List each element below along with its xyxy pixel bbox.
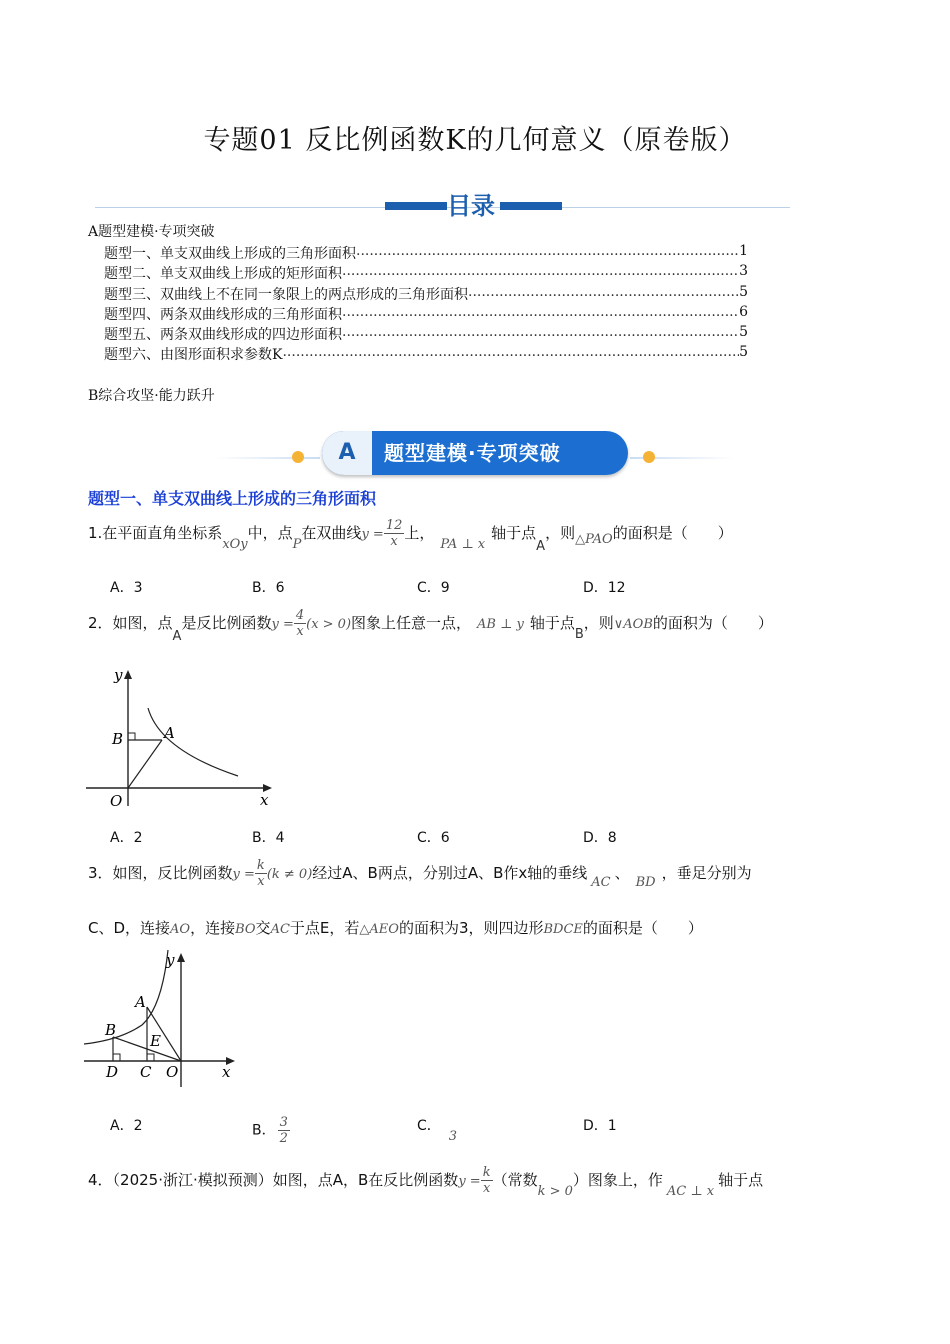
q3-text: ，连接 — [190, 919, 236, 937]
q1-math-pa-perp: PA ⊥ x — [440, 537, 486, 552]
q3-figure — [80, 945, 250, 1090]
q2-option-c[interactable]: C．6 — [417, 830, 450, 846]
toc-leader-dots — [342, 304, 739, 324]
fraction-denominator: x — [384, 533, 405, 549]
q3-math-y: y = — [232, 867, 255, 882]
q3-text: 的面积为3，则四边形 — [398, 919, 544, 937]
q3-text: 交 — [255, 919, 271, 937]
label-d: D — [106, 1063, 119, 1081]
question-3-line-2 — [88, 917, 703, 938]
q3-math-bd: BD — [635, 875, 656, 890]
q4-text: 4．（2025·浙江·模拟预测）如图，点A，B在反比例函数 — [88, 1171, 459, 1189]
toc-bar-left — [385, 202, 447, 210]
toc-item-page: 5 — [739, 344, 748, 360]
toc-bar-right — [500, 202, 562, 210]
q3-text: 于点E，若 — [289, 919, 360, 937]
toc-heading: 目录 — [447, 192, 495, 220]
question-3-line-1 — [88, 858, 752, 889]
q3-option-c[interactable] — [417, 1115, 458, 1144]
label-y: y — [114, 666, 123, 684]
q2-math-condition: (x > 0) — [306, 617, 352, 632]
q3-option-d[interactable]: D．1 — [583, 1118, 617, 1134]
label-b: B — [105, 1021, 117, 1039]
toc-item[interactable] — [104, 243, 748, 263]
toc-section-a[interactable]: A题型建模·专项突破 — [88, 224, 215, 240]
label-a: A — [135, 993, 146, 1011]
fraction-denominator: 2 — [279, 1131, 288, 1146]
option-value: 3 — [448, 1129, 458, 1144]
banner-dot-left — [292, 451, 304, 463]
q4-math-y: y = — [458, 1174, 481, 1189]
q2-text: 是反比例函数 — [181, 614, 272, 632]
fraction-numerator: 3 — [279, 1115, 288, 1130]
fraction-denominator: x — [255, 873, 267, 889]
q2-text: 图象上任意一点， — [351, 614, 472, 632]
q2-text: ，则 — [583, 614, 614, 632]
q1-math-triangle: △PAO — [575, 532, 613, 547]
banner-text: 题型建模·专项突破 — [384, 441, 561, 465]
label-x: x — [222, 1063, 231, 1081]
banner-letter: A — [322, 431, 372, 475]
toc-leader-dots — [468, 284, 739, 304]
toc-item-label: 题型五、两条双曲线形成的四边形面积 — [104, 327, 342, 343]
q3-text: 3．如图，反比例函数 — [88, 864, 233, 882]
q2-option-d[interactable]: D．8 — [583, 830, 617, 846]
toc-item-label: 题型六、由图形面积求参数K — [104, 347, 283, 363]
label-x: x — [260, 791, 269, 809]
y-axis-arrow-icon — [177, 953, 185, 962]
toc-item-label: 题型四、两条双曲线形成的三角形面积 — [104, 307, 342, 323]
toc-item-page: 1 — [739, 243, 748, 259]
q1-math-p: P — [292, 537, 302, 552]
question-2 — [88, 608, 773, 644]
q1-text: 轴于点 — [491, 524, 537, 542]
toc-section-b[interactable]: B综合攻坚·能力跃升 — [88, 388, 215, 404]
toc-item-page: 3 — [739, 263, 748, 279]
question-4 — [88, 1165, 764, 1199]
q3-math-aeo: △AEO — [359, 922, 399, 937]
q1-text: 的面积是（ ） — [612, 524, 733, 542]
q2-option-b[interactable]: B．4 — [252, 830, 285, 846]
fraction-numerator: k — [482, 1165, 491, 1180]
q1-option-c[interactable]: C．9 — [417, 580, 450, 596]
q2-text: 的面积为（ ） — [652, 614, 773, 632]
toc-item-label: 题型三、双曲线上不在同一象限上的两点形成的三角形面积 — [104, 287, 468, 303]
label-c: C — [140, 1063, 152, 1081]
fraction-denominator: x — [294, 623, 306, 639]
type-heading: 题型一、单支双曲线上形成的三角形面积 — [88, 489, 377, 508]
q4-text: （常数 — [492, 1171, 538, 1189]
q2-option-a[interactable]: A．2 — [110, 830, 143, 846]
label-o: O — [166, 1063, 179, 1081]
label-b: B — [112, 730, 124, 748]
toc-item[interactable] — [104, 344, 748, 364]
q1-math-xoy: xOy — [222, 537, 248, 552]
right-angle-mark — [113, 1054, 120, 1061]
q1-text: 1.在平面直角坐标系 — [88, 524, 223, 542]
q4-fraction — [481, 1165, 493, 1196]
label-o: O — [110, 792, 123, 810]
toc-item[interactable] — [104, 263, 748, 283]
question-1 — [88, 518, 733, 554]
toc-leader-dots — [342, 263, 739, 283]
q2-text: 2．如图，点 — [88, 614, 173, 632]
hyperbola-curve — [148, 708, 238, 776]
q3-option-b[interactable] — [252, 1115, 290, 1146]
q3-text: 经过A、B两点，分别过A、B作x轴的垂线 — [312, 864, 588, 882]
q3-math-ao: AO — [170, 922, 191, 937]
fraction-numerator: k — [256, 858, 265, 873]
q3-text: 、 — [614, 864, 630, 882]
q1-text: 中，点 — [247, 524, 293, 542]
q2-math-aob: ∨AOB — [613, 617, 653, 632]
q1-option-b[interactable]: B．6 — [252, 580, 285, 596]
toc-leader-dots — [356, 243, 739, 263]
toc-item-label: 题型二、单支双曲线上形成的矩形面积 — [104, 266, 342, 282]
banner-dot-right — [643, 451, 655, 463]
q1-text: 上， — [404, 524, 435, 542]
toc-item-page: 5 — [739, 324, 748, 340]
fraction-numerator: 4 — [295, 608, 305, 623]
option-label: C． — [417, 1118, 441, 1134]
fraction-denominator: x — [481, 1180, 493, 1196]
q3-math-bdce: BDCE — [543, 922, 583, 937]
q2-point-b: B — [574, 627, 584, 642]
label-e: E — [150, 1032, 161, 1050]
q1-point-a: A — [536, 539, 546, 554]
q2-figure — [80, 660, 280, 810]
segment-oa — [128, 740, 162, 788]
q3-math-condition: (k ≠ 0) — [266, 867, 313, 882]
q1-text: ，则 — [545, 524, 576, 542]
label-y: y — [166, 951, 175, 969]
q1-option-a[interactable]: A．3 — [110, 580, 143, 596]
q2-math-ab-perp: AB ⊥ y — [477, 617, 524, 632]
q2-math-y: y = — [271, 617, 294, 632]
q3-math-ac: AC — [591, 875, 611, 890]
section-banner — [322, 431, 628, 475]
option-label: B． — [252, 1122, 276, 1139]
q4-text: ）图象上，作 — [572, 1171, 663, 1189]
q3-math-bo: BO — [235, 922, 256, 937]
q3-text: C、D，连接 — [88, 919, 171, 937]
toc-item-label: 题型一、单支双曲线上形成的三角形面积 — [104, 246, 356, 262]
banner-line-left — [215, 457, 320, 459]
right-angle-mark — [147, 1054, 154, 1061]
q2-fraction — [294, 608, 306, 639]
toc-item-page: 6 — [739, 304, 748, 320]
toc-leader-dots — [282, 344, 739, 364]
toc-item[interactable] — [104, 324, 748, 344]
page-title: 专题01 反比例函数K的几何意义（原卷版） — [203, 125, 747, 156]
q4-math-k: k > 0 — [537, 1184, 573, 1199]
toc-item[interactable] — [104, 304, 748, 324]
q1-fraction — [384, 518, 405, 549]
q3-text: 的面积是（ ） — [582, 919, 703, 937]
q3-option-a[interactable]: A．2 — [110, 1118, 143, 1134]
q3-math-ac: AC — [270, 922, 290, 937]
q2-point-a: A — [172, 629, 182, 644]
q1-math-y: y = — [361, 527, 384, 542]
q2-text: 轴于点 — [529, 614, 575, 632]
right-angle-mark — [128, 733, 135, 740]
q3-text: ，垂足分别为 — [661, 864, 752, 882]
q4-text: 轴于点 — [718, 1171, 764, 1189]
q4-math-ac-perp: AC ⊥ x — [666, 1184, 715, 1199]
toc-item[interactable] — [104, 284, 748, 304]
toc-leader-dots — [342, 324, 739, 344]
q1-option-d[interactable]: D．12 — [583, 580, 626, 596]
q3-fraction — [255, 858, 267, 889]
toc-item-page: 5 — [739, 284, 748, 300]
hyperbola-curve — [84, 950, 168, 1044]
fraction-numerator: 12 — [385, 518, 403, 533]
option-fraction — [278, 1115, 290, 1146]
q1-text: 在双曲线 — [301, 524, 362, 542]
label-a: A — [164, 724, 175, 742]
y-axis-arrow-icon — [124, 670, 132, 679]
